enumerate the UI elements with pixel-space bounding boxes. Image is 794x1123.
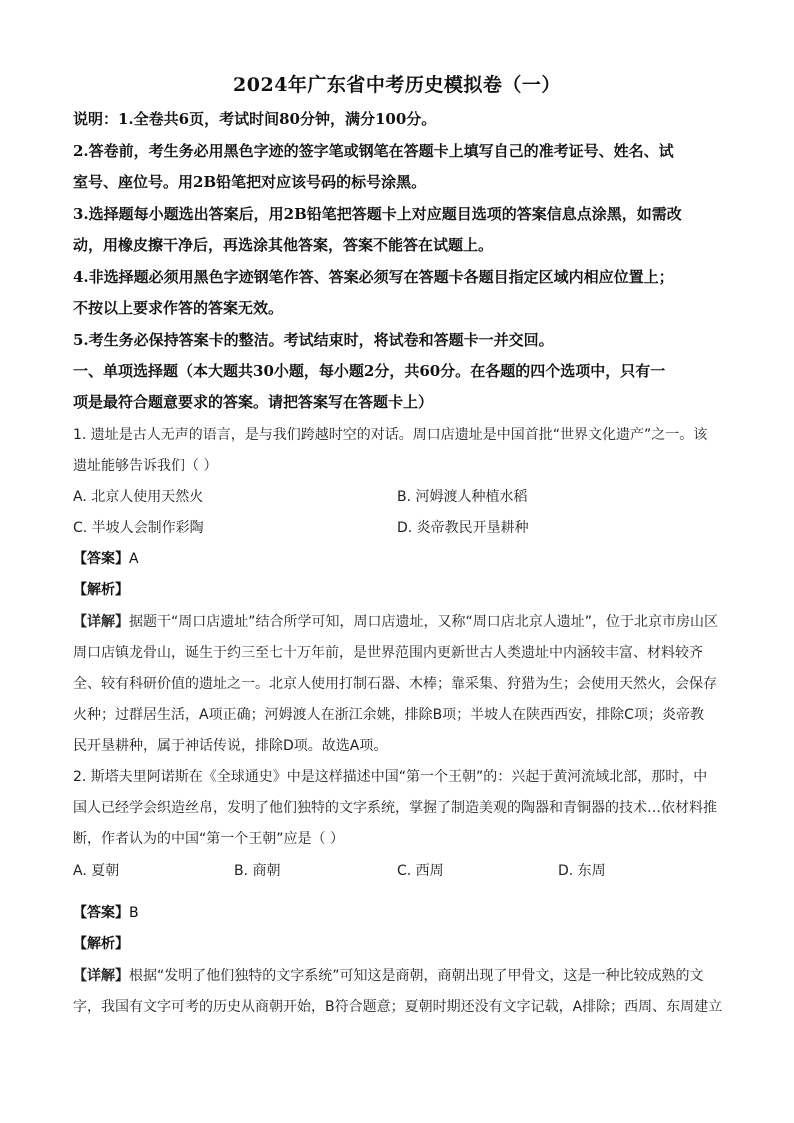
answer-value: A	[129, 551, 139, 567]
instruction-line: 不按以上要求作答的答案无效。	[73, 299, 284, 317]
analysis-tag: 【解析】	[73, 936, 129, 952]
page-title: 2024年广东省中考历史模拟卷（一）	[233, 74, 561, 96]
answer-tag: 【答案】	[73, 905, 129, 921]
q1-detail-line: 全、较有科研价值的遗址之一。北京人使用打制石器、木棒；靠采集、狩猎为生；会使用天然火，会保存	[73, 676, 717, 692]
instruction-line: 说明：1.全卷共6页，考试时间80分钟，满分100分。	[73, 110, 437, 128]
q1-detail-line: 民开垦耕种，属于神话传说，排除D项。故选A项。	[73, 738, 388, 754]
q1-analysis	[73, 579, 129, 599]
section-heading: 项是最符合题意要求的答案。请把答案写在答题卡上）	[73, 393, 434, 411]
instruction-line: 2.答卷前，考生务必用黑色字迹的签字笔或钢笔在答题卡上填写自己的准考证号、姓名、试	[73, 142, 674, 160]
q1-detail-line: 火种；过群居生活，A项正确；河姆渡人在浙江余姚，排除B项；半坡人在陕西西安，排除C项；炎帝教	[73, 707, 704, 723]
instruction-line: 动，用橡皮擦干净后，再选涂其他答案，答案不能答在试题上。	[73, 236, 494, 254]
q2-analysis	[73, 933, 129, 953]
instruction-line: 3.选择题每小题选出答案后，用2B铅笔把答题卡上对应题目选项的答案信息点涂黑，如需改	[73, 205, 682, 223]
q1-detail-line: 周口店镇龙骨山，诞生于约三至七十万年前，是世界范围内更新世古人类遗址中内涵较丰富、材料较齐	[73, 645, 703, 661]
question-2-stem: 断，作者认为的中国“第一个王朝”应是（ ）	[73, 831, 344, 847]
detail-tag: 【详解】	[73, 968, 129, 984]
question-2-stem: 国人已经学会织造丝帛，发明了他们独特的文字系统，掌握了制造美观的陶器和青铜器的技术…依材料推	[73, 800, 717, 816]
q1-option-d: D. 炎帝教民开垦耕种	[397, 520, 529, 536]
question-1-stem: 遗址能够告诉我们（ ）	[73, 458, 218, 474]
q2-option-b: B. 商朝	[234, 863, 281, 879]
q1-answer	[73, 548, 139, 568]
q1-option-b: B. 河姆渡人种植水稻	[397, 489, 528, 505]
section-heading: 一、单项选择题（本大题共30小题，每小题2分，共60分。在各题的四个选项中，只有一	[73, 362, 666, 380]
answer-value: B	[129, 905, 139, 921]
q1-option-c: C. 半坡人会制作彩陶	[73, 520, 204, 536]
question-2-stem: 2. 斯塔夫里阿诺斯在《全球通史》中是这样描述中国“第一个王朝”的：兴起于黄河流域北部，那时，中	[73, 769, 708, 785]
answer-tag: 【答案】	[73, 551, 129, 567]
detail-text: 根据“发明了他们独特的文字系统”可知这是商朝，商朝出现了甲骨文，这是一种比较成熟的文	[129, 968, 704, 984]
question-1-stem: 1. 遗址是古人无声的语言，是与我们跨越时空的对话。周口店遗址是中国首批“世界文化遗产”之一。该	[73, 427, 708, 443]
detail-tag: 【详解】	[73, 614, 129, 630]
q2-answer	[73, 902, 139, 922]
instruction-line: 5.考生务必保持答案卡的整洁。考试结束时，将试卷和答题卡一并交回。	[73, 331, 554, 349]
q2-option-d: D. 东周	[558, 863, 606, 879]
detail-text: 据题干“周口店遗址”结合所学可知，周口店遗址，又称“周口店北京人遗址”，位于北京市房山区	[129, 614, 719, 630]
q2-option-c: C. 西周	[397, 863, 444, 879]
instruction-line: 室号、座位号。用2B铅笔把对应该号码的标号涂黑。	[73, 173, 427, 191]
q1-detail-line	[73, 611, 718, 631]
analysis-tag: 【解析】	[73, 582, 129, 598]
q2-option-a: A. 夏朝	[73, 863, 120, 879]
instruction-line: 4.非选择题必须用黑色字迹钢笔作答、答案必须写在答题卡各题目指定区域内相应位置上；	[73, 268, 674, 286]
q2-detail-line: 字，我国有文字可考的历史从商朝开始，B符合题意；夏朝时期还没有文字记载，A排除；西周、东周建立	[73, 999, 723, 1015]
q1-option-a: A. 北京人使用天然火	[73, 489, 204, 505]
q2-detail-line	[73, 965, 704, 985]
